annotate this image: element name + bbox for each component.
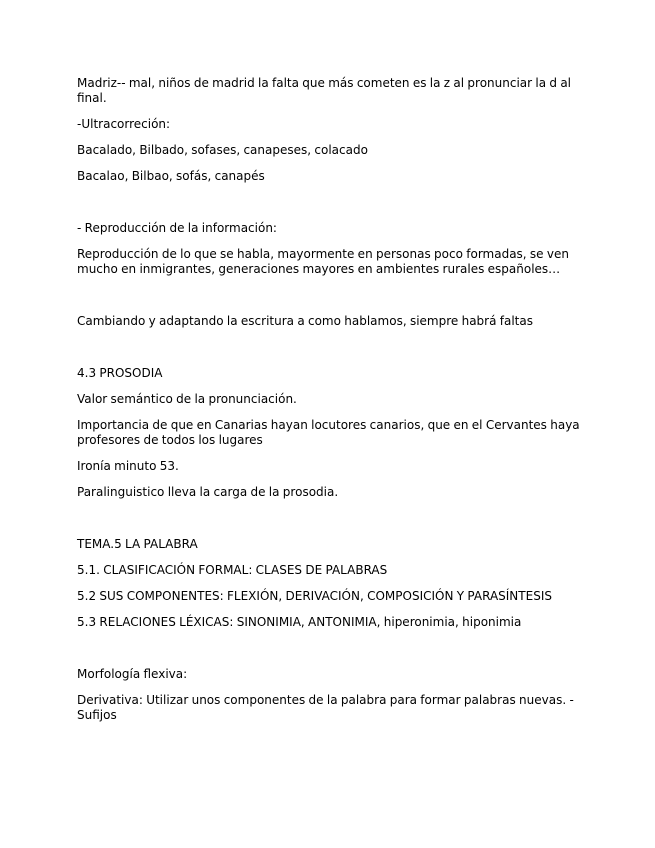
paragraph: Paralinguistico lleva la carga de la prosodia. [77,485,339,499]
paragraph: - Reproducción de la información: [77,221,277,235]
blank-line [77,195,587,210]
document-body [77,76,587,734]
subsection-heading: 5.3 RELACIONES LÉXICAS: SINONIMIA, ANTONIMIA, hiperonimia, hiponimia [77,615,522,629]
subsection-heading: 5.1. CLASIFICACIÓN FORMAL: CLASES DE PALABRAS [77,563,388,577]
blank-line [77,641,587,656]
paragraph: Morfología flexiva: [77,667,188,681]
blank-line [77,288,587,303]
section-heading: 4.3 PROSODIA [77,366,163,380]
paragraph: Cambiando y adaptando la escritura a como hablamos, siempre habrá faltas [77,314,533,328]
section-heading: TEMA.5 LA PALABRA [77,537,198,551]
blank-line [77,511,587,526]
paragraph: Ironía minuto 53. [77,459,179,473]
paragraph: Derivativa: Utilizar unos componentes de la palabra para formar palabras nuevas. -Sufijos [77,693,574,722]
paragraph: Bacalado, Bilbado, sofases, canapeses, colacado [77,143,368,157]
paragraph: Importancia de que en Canarias hayan locutores canarios, que en el Cervantes haya profesores de todos los lugares [77,418,580,447]
paragraph: Reproducción de lo que se habla, mayormente en personas poco formadas, se ven mucho en inmigrantes, generaciones mayores en ambientes rurales españoles… [77,247,569,276]
paragraph: Bacalao, Bilbao, sofás, canapés [77,169,265,183]
paragraph: Valor semántico de la pronunciación. [77,392,297,406]
paragraph: Madriz-- mal, niños de madrid la falta que más cometen es la z al pronunciar la d al final. [77,76,571,105]
paragraph: -Ultracorreción: [77,117,171,131]
blank-line [77,340,587,355]
subsection-heading: 5.2 SUS COMPONENTES: FLEXIÓN, DERIVACIÓN, COMPOSICIÓN Y PARASÍNTESIS [77,589,552,603]
